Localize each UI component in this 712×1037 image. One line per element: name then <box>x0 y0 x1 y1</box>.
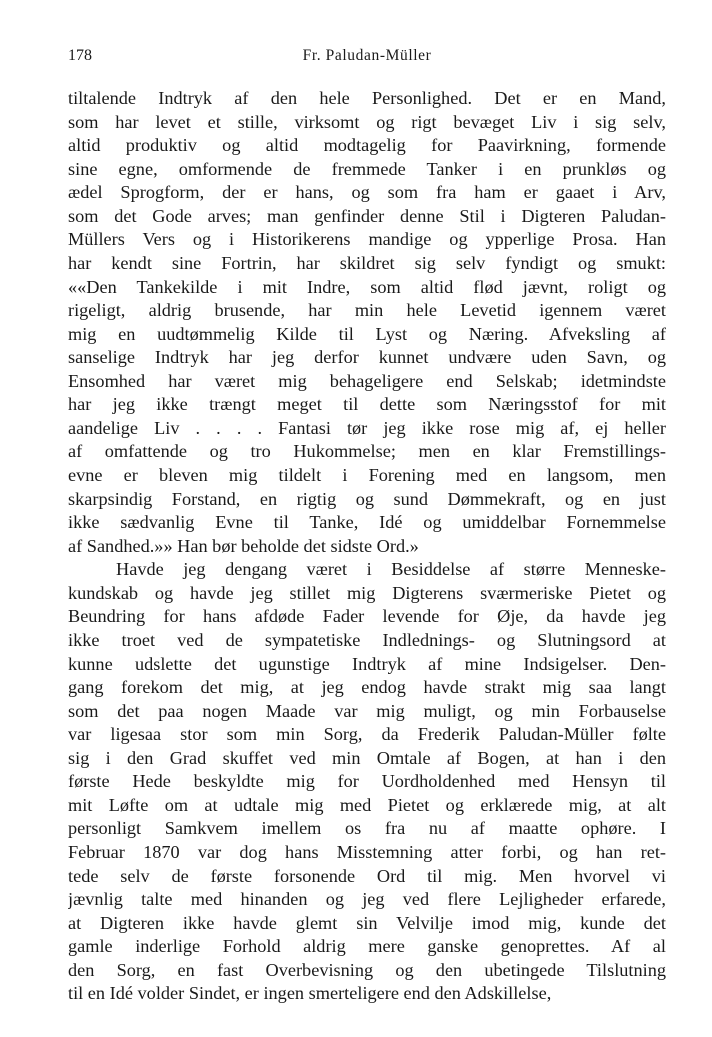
text-line: var ligesaa stor som min Sorg, da Frederik Paludan-Müller følte <box>68 724 666 745</box>
text-line: altid produktiv og altid modtagelig for Paavirkning, formende <box>68 135 666 156</box>
text-line: som det Gode arves; man genfinder denne Stil i Digteren Paludan- <box>68 205 666 226</box>
text-line: til en Idé volder Sindet, er ingen smerteligere end den Adskillelse, <box>68 983 552 1004</box>
text-line: ikke troet ved de sympatetiske Indlednings- og Slutningsord at <box>68 629 666 650</box>
text-line: ««Den Tankekilde i mit Indre, som altid flød jævnt, roligt og <box>68 276 666 297</box>
text-line: sanselige Indtryk har jeg derfor kunnet undvære uden Savn, og <box>68 347 666 368</box>
text-line: evne er bleven mig tildelt i Forening med en langsom, men <box>68 465 666 485</box>
text-line: personligt Samkvem imellem os fra nu af maatte ophøre. I <box>68 818 666 839</box>
text-line: Februar 1870 var dog hans Misstemning atter forbi, og han ret- <box>68 842 666 862</box>
text-line: tiltalende Indtryk af den hele Personlighed. Det er en Mand, <box>68 88 666 108</box>
text-line: kundskab og havde jeg stillet mig Digterens sværmeriske Pietet og <box>68 582 666 603</box>
text-line: har kendt sine Fortrin, har skildret sig selv fyndigt og smukt: <box>68 252 666 273</box>
text-line: tede selv de første forsonende Ord til mig. Men hvorvel vi <box>68 865 666 886</box>
paragraph <box>68 558 666 1006</box>
text-line: mit Løfte om at udtale mig med Pietet og erklærede mig, at alt <box>68 794 666 815</box>
text-line: sine egne, omformende de fremmede Tanker i en prunkløs og <box>68 158 666 179</box>
text-line: Beundring for hans afdøde Fader levende for Øje, da havde jeg <box>68 606 666 627</box>
text-line: af omfattende og tro Hukommelse; men en klar Fremstillings- <box>68 441 666 462</box>
text-line: kunne udslette det ugunstige Indtryk af mine Indsigelser. Den- <box>68 653 666 674</box>
running-head: Fr. Paludan-Müller <box>302 47 432 64</box>
text-line: som har levet et stille, virksomt og rigt bevæget Liv i sig selv, <box>68 111 666 132</box>
text-line: ikke sædvanlig Evne til Tanke, Idé og umiddelbar Fornemmelse <box>68 512 666 533</box>
text-line: første Hede beskyldte mig for Uordholdenhed med Hensyn til <box>68 771 666 792</box>
paragraph <box>68 87 666 558</box>
text-line: mig en uudtømmelig Kilde til Lyst og Næring. Afveksling af <box>68 323 666 344</box>
text-line: jævnlig talte med hinanden og jeg ved flere Lejligheder erfarede, <box>68 889 666 910</box>
text-line: har jeg ikke trængt meget til dette som Næringsstof for mit <box>68 394 666 415</box>
text-line: Ensomhed har været mig behageligere end Selskab; idetmindste <box>68 370 666 391</box>
text-line: den Sorg, en fast Overbevisning og den ubetingede Tilslutning <box>68 959 666 980</box>
text-line: af Sandhed.»» Han bør beholde det sidste Ord.» <box>68 535 419 556</box>
text-line: ædel Sprogform, der er hans, og som fra ham er gaaet i Arv, <box>68 182 666 203</box>
page-header <box>68 47 666 69</box>
text-line: Havde jeg dengang været i Besiddelse af større Menneske- <box>116 559 666 580</box>
text-line: at Digteren ikke havde glemt sin Velvilje imod mig, kunde det <box>68 912 666 933</box>
text-line: rigeligt, aldrig brusende, har min hele Levetid igennem været <box>68 300 666 321</box>
text-line: gamle inderlige Forhold aldrig mere ganske genoprettes. Af al <box>68 936 666 957</box>
text-line: gang forekom det mig, at jeg endog havde strakt mig saa langt <box>68 677 666 698</box>
text-line: aandelige Liv . . . . Fantasi tør jeg ikke rose mig af, ej heller <box>68 417 666 438</box>
page-number: 178 <box>68 47 92 64</box>
text-line: som det paa nogen Maade var mig muligt, og min Forbauselse <box>68 700 666 721</box>
text-line: sig i den Grad skuffet ved min Omtale af Bogen, at han i den <box>68 747 666 768</box>
body-text <box>68 87 666 1006</box>
text-line: Müllers Vers og i Historikerens mandige og ypperlige Prosa. Han <box>68 229 666 250</box>
text-line: skarpsindig Forstand, en rigtig og sund Dømmekraft, og en just <box>68 488 666 509</box>
